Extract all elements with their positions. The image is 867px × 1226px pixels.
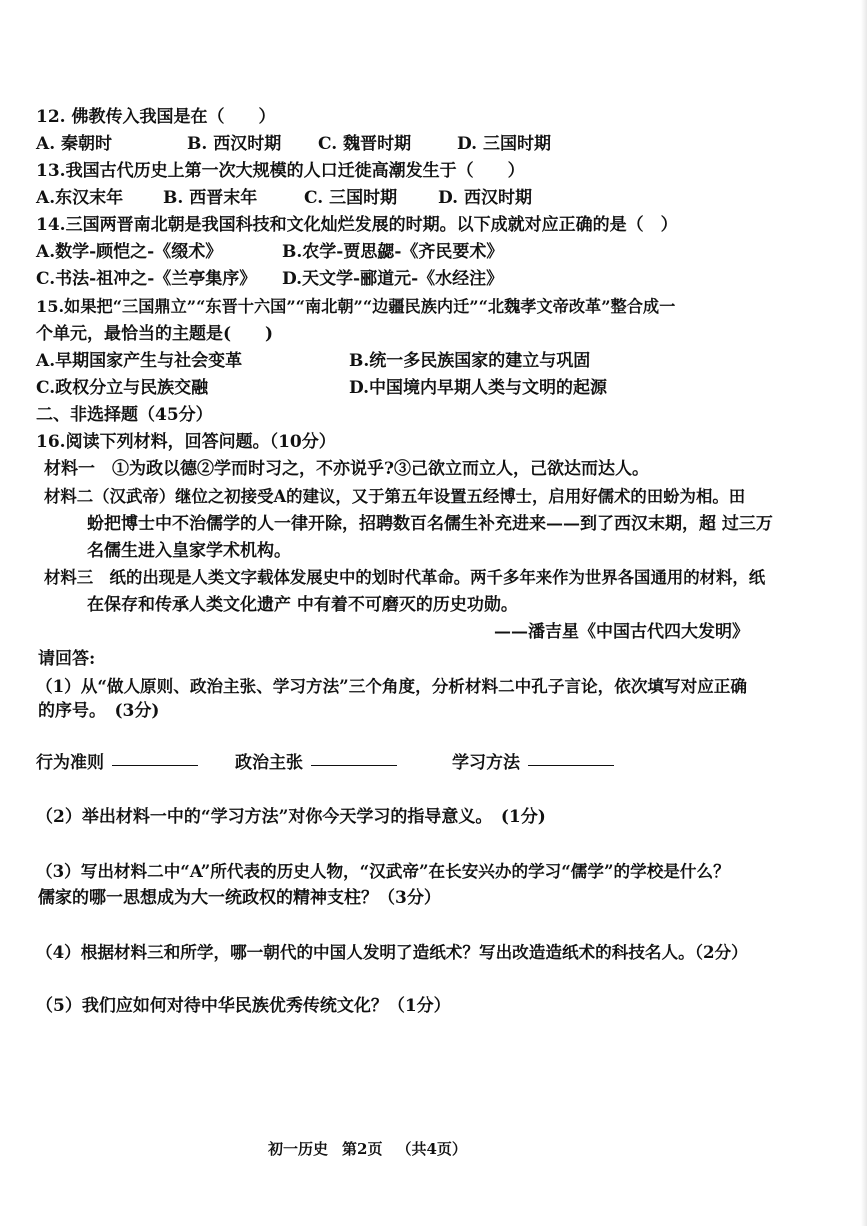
q15-stem-line2: 个单元，最恰当的主题是( ) [36, 324, 274, 344]
fill-behavior-rule-blank[interactable] [112, 765, 198, 766]
section-heading: 二、非选择题（45分） [36, 405, 213, 425]
q12-option-a: A. 秦朝时 [36, 134, 113, 154]
fill-study-method-blank[interactable] [528, 765, 614, 766]
sub-question-5: （5）我们应如何对待中华民族优秀传统文化？（1分） [36, 996, 451, 1016]
sub-question-1-line2: 的序号。 (3分) [38, 701, 160, 721]
q15-option-d: D.中国境内早期人类与文明的起源 [349, 378, 608, 398]
q12-stem: 12. 佛教传入我国是在（ ） [36, 107, 276, 127]
fill-study-method [452, 752, 614, 774]
fill-behavior-rule [36, 752, 198, 774]
q15-option-a: A.早期国家产生与社会变革 [36, 351, 243, 371]
q15-option-c: C.政权分立与民族交融 [36, 378, 209, 398]
footer-total: （共4页） [396, 1140, 467, 1158]
material-1: 材料一 ①为政以德②学而时习之，不亦说乎?③己欲立而立人，己欲达而达人。 [44, 459, 649, 479]
material-3-line1: 材料三 纸的出现是人类文字载体发展史中的划时代革命。两千多年来作为世界各国通用的材料，纸 [44, 568, 766, 587]
q12-option-c: C. 魏晋时期 [318, 134, 412, 154]
q15-stem-line1: 15.如果把“三国鼎立”“东晋十六国”“南北朝”“边疆民族内迁”“北魏孝文帝改革”整合成一 [36, 297, 676, 316]
footer-subject: 初一历史 [268, 1140, 329, 1158]
fill-political-view-label: 政治主张 [235, 753, 303, 773]
material-2-line3: 名儒生进入皇家学术机构。 [87, 541, 291, 561]
q14-option-b: B.农学-贾思勰-《齐民要术》 [282, 242, 504, 262]
q12-option-d: D. 三国时期 [457, 134, 551, 154]
q13-option-a: A.东汉末年 [36, 188, 124, 208]
sub-question-3-line2: 儒家的哪一思想成为大一统政权的精神支柱？（3分） [38, 888, 441, 908]
q14-option-a: A.数学-顾恺之-《缀术》 [36, 242, 223, 262]
q13-option-c: C. 三国时期 [304, 188, 398, 208]
footer-page: 第2页 [342, 1140, 383, 1158]
material-3-source: ——潘吉星《中国古代四大发明》 [494, 622, 749, 642]
q13-option-b: B. 西晋末年 [163, 188, 258, 208]
sub-question-3-line1: （3）写出材料二中“A”所代表的历史人物，“汉武帝”在长安兴办的学习“儒学”的学校是什么？ [36, 861, 730, 881]
fill-study-method-label: 学习方法 [452, 753, 520, 773]
q13-option-d: D. 西汉时期 [438, 188, 532, 208]
material-2-line2: 蚡把博士中不治儒学的人一律开除，招聘数百名儒生补充进来——到了西汉末期，超 过三万 [87, 514, 773, 534]
q14-stem: 14.三国两晋南北朝是我国科技和文化灿烂发展的时期。以下成就对应正确的是（ ） [36, 215, 678, 235]
sub-question-2: （2）举出材料一中的“学习方法”对你今天学习的指导意义。 (1分) [36, 807, 546, 827]
q14-option-c: C.书法-祖冲之-《兰亭集序》 [36, 269, 257, 289]
fill-behavior-rule-label: 行为准则 [36, 753, 104, 773]
q16-stem: 16.阅读下列材料，回答问题。（10分） [36, 432, 336, 452]
fill-political-view [235, 752, 397, 774]
page-footer [268, 1138, 481, 1159]
paper-edge [861, 0, 867, 1226]
answer-intro: 请回答: [38, 649, 96, 669]
fill-political-view-blank[interactable] [311, 765, 397, 766]
sub-question-4: （4）根据材料三和所学，哪一朝代的中国人发明了造纸术？写出改造造纸术的科技名人。（2分） [36, 942, 748, 962]
q15-option-b: B.统一多民族国家的建立与巩固 [349, 351, 591, 371]
q12-option-b: B. 西汉时期 [187, 134, 282, 154]
material-3-line2: 在保存和传承人类文化遗产 中有着不可磨灭的历史功勋。 [87, 595, 518, 615]
q14-option-d: D.天文学-郦道元-《水经注》 [282, 269, 504, 289]
q13-stem: 13.我国古代历史上第一次大规模的人口迁徙高潮发生于（ ） [36, 161, 525, 181]
sub-question-1-line1: （1）从“做人原则、政治主张、学习方法”三个角度，分析材料二中孔子言论，依次填写对应正确 [36, 676, 747, 696]
material-2-line1: 材料二（汉武帝）继位之初接受A的建议，又于第五年设置五经博士，启用好儒术的田蚡为相。田 [44, 487, 746, 506]
